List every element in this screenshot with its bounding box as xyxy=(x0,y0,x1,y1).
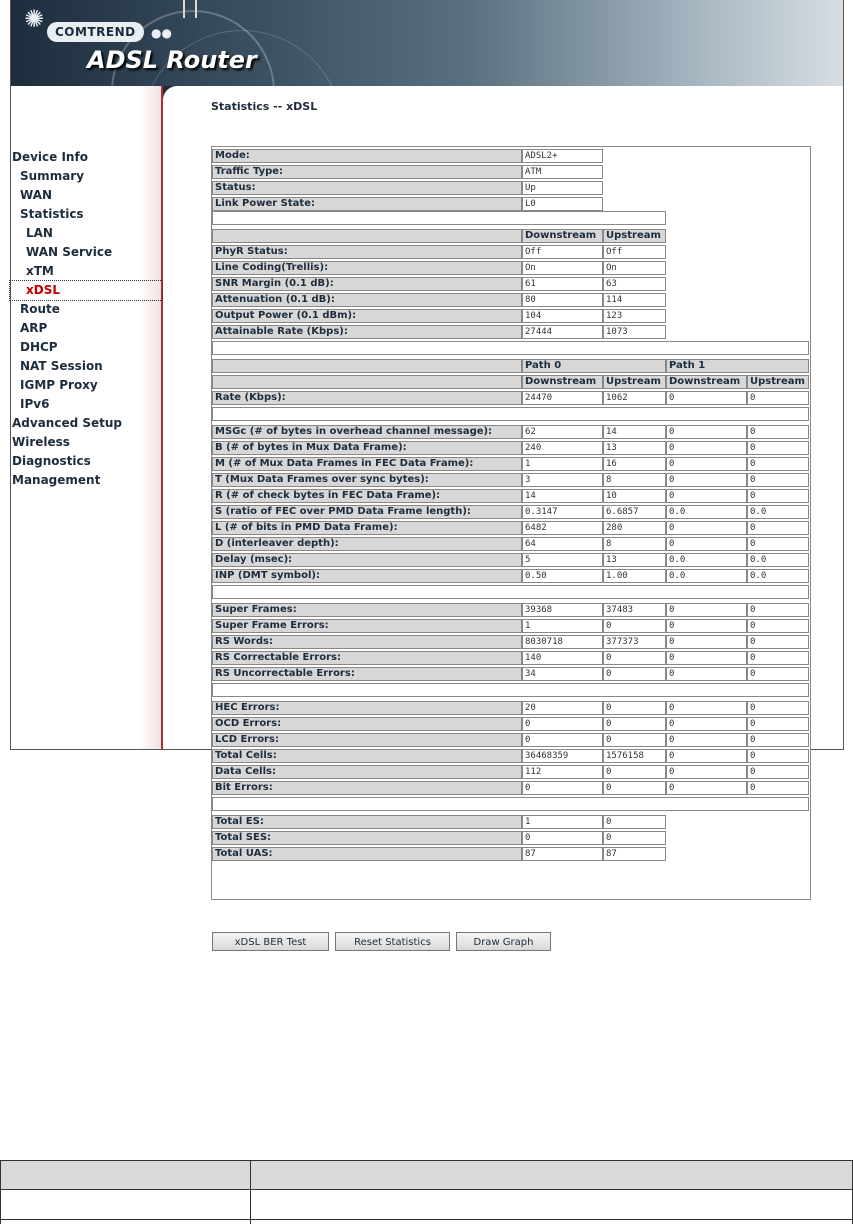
stat-label: M (# of Mux Data Frames in FEC Data Frame): xyxy=(212,457,522,471)
upstream-header: Upstream xyxy=(747,375,809,389)
upstream-value: 114 xyxy=(603,293,666,307)
stat-value: 0 xyxy=(603,667,666,681)
stat-value: 0 xyxy=(747,425,809,439)
comtrend-logo-icon: ✺ xyxy=(23,5,45,33)
stat-label: Mode: xyxy=(212,149,522,163)
downstream-value: 27444 xyxy=(522,325,603,339)
stat-value: 0 xyxy=(522,781,603,795)
stat-label: Traffic Type: xyxy=(212,165,522,179)
stat-value: 377373 xyxy=(603,635,666,649)
stat-label: Bit Errors: xyxy=(212,781,522,795)
stat-value: 0 xyxy=(747,489,809,503)
stat-value: 0 xyxy=(522,733,603,747)
sidebar-item-dhcp[interactable]: DHCP xyxy=(20,340,58,354)
stat-value: 14 xyxy=(522,489,603,503)
downstream-header: Downstream xyxy=(666,375,747,389)
sidebar-item-diagnostics[interactable]: Diagnostics xyxy=(12,454,91,468)
upstream-value: Off xyxy=(603,245,666,259)
stat-value: 24470 xyxy=(522,391,603,405)
stat-value: 1062 xyxy=(603,391,666,405)
description-cell xyxy=(1,1220,251,1224)
stat-value: 0 xyxy=(747,701,809,715)
stat-label: Delay (msec): xyxy=(212,553,522,567)
header-blank-cell xyxy=(212,375,522,389)
sidebar-item-ipv6[interactable]: IPv6 xyxy=(20,397,50,411)
sidebar-item-xtm[interactable]: xTM xyxy=(26,264,54,278)
stat-value: 0.0 xyxy=(747,553,809,567)
stat-value: 0 xyxy=(603,651,666,665)
stat-label: T (Mux Data Frames over sync bytes): xyxy=(212,473,522,487)
sidebar-item-igmp-proxy[interactable]: IGMP Proxy xyxy=(20,378,98,392)
stat-label: INP (DMT symbol): xyxy=(212,569,522,583)
stat-label: Link Power State: xyxy=(212,197,522,211)
header-blank-cell xyxy=(212,229,522,243)
sidebar-item-nat-session[interactable]: NAT Session xyxy=(20,359,103,373)
stat-label: HEC Errors: xyxy=(212,701,522,715)
downstream-header: Downstream xyxy=(522,229,603,243)
stat-label: Total ES: xyxy=(212,815,522,829)
sidebar-item-summary[interactable]: Summary xyxy=(20,169,85,183)
stat-value: 0 xyxy=(747,781,809,795)
stat-value: 5 xyxy=(522,553,603,567)
stat-value: 0 xyxy=(747,457,809,471)
stat-value: 0 xyxy=(747,765,809,779)
sidebar-item-xdsl[interactable]: xDSL xyxy=(10,281,162,300)
stat-value: 0 xyxy=(747,537,809,551)
stat-label: OCD Errors: xyxy=(212,717,522,731)
separator-cell xyxy=(212,211,666,225)
stat-value: 0 xyxy=(747,749,809,763)
separator-cell xyxy=(212,797,809,811)
stat-value: 0 xyxy=(522,717,603,731)
stat-value: 64 xyxy=(522,537,603,551)
stat-value: 39368 xyxy=(522,603,603,617)
stat-value: 0 xyxy=(666,635,747,649)
upstream-header: Upstream xyxy=(603,229,666,243)
stat-value: 0 xyxy=(666,717,747,731)
stat-value: 13 xyxy=(603,553,666,567)
separator-cell xyxy=(212,341,809,355)
sidebar-item-advanced-setup[interactable]: Advanced Setup xyxy=(12,416,123,430)
stat-value: 62 xyxy=(522,425,603,439)
product-name: ADSL Router xyxy=(87,46,257,74)
stat-value: 0 xyxy=(666,701,747,715)
stat-value: 0 xyxy=(603,765,666,779)
header-banner xyxy=(11,0,843,86)
xdsl-ber-test-button[interactable]: xDSL BER Test xyxy=(212,932,329,951)
reset-statistics-button[interactable]: Reset Statistics xyxy=(335,932,450,951)
sidebar-item-arp[interactable]: ARP xyxy=(20,321,48,335)
stat-value: 0 xyxy=(603,781,666,795)
stat-label: SNR Margin (0.1 dB): xyxy=(212,277,522,291)
stat-value: ATM xyxy=(522,165,603,179)
stat-label: Rate (Kbps): xyxy=(212,391,522,405)
page-title: Statistics -- xDSL xyxy=(211,100,318,113)
stat-label: L (# of bits in PMD Data Frame): xyxy=(212,521,522,535)
xdsl-statistics-table xyxy=(211,146,811,900)
stat-label: D (interleaver depth): xyxy=(212,537,522,551)
stat-value: 1576158 xyxy=(603,749,666,763)
stat-value: 0.0 xyxy=(666,569,747,583)
upstream-value: 0 xyxy=(603,831,666,845)
stat-value: 0 xyxy=(666,457,747,471)
stat-value: 0.3147 xyxy=(522,505,603,519)
stat-value: Up xyxy=(522,181,603,195)
stat-value: 0 xyxy=(666,489,747,503)
upstream-value: 0 xyxy=(603,815,666,829)
stat-value: 0 xyxy=(747,717,809,731)
stat-value: 280 xyxy=(603,521,666,535)
stat-label: RS Correctable Errors: xyxy=(212,651,522,665)
stat-value: 240 xyxy=(522,441,603,455)
upstream-value: 1073 xyxy=(603,325,666,339)
description-header-cell xyxy=(1,1161,251,1189)
stat-label: Total Cells: xyxy=(212,749,522,763)
stat-value: 1 xyxy=(522,619,603,633)
stat-value: 3 xyxy=(522,473,603,487)
draw-graph-button[interactable]: Draw Graph xyxy=(456,932,551,951)
upstream-header: Upstream xyxy=(603,375,666,389)
stat-value: 14 xyxy=(603,425,666,439)
stat-label: Total SES: xyxy=(212,831,522,845)
downstream-value: On xyxy=(522,261,603,275)
stat-value: 0.0 xyxy=(666,505,747,519)
description-row xyxy=(0,1220,853,1224)
stat-label: PhyR Status: xyxy=(212,245,522,259)
stat-label: Line Coding(Trellis): xyxy=(212,261,522,275)
downstream-value: 0 xyxy=(522,831,603,845)
path1-header: Path 1 xyxy=(666,359,809,373)
stat-value: 0 xyxy=(666,441,747,455)
sidebar-item-management[interactable]: Management xyxy=(12,473,101,487)
stat-value: 0 xyxy=(666,425,747,439)
stat-value: 0 xyxy=(666,781,747,795)
stat-value: 0 xyxy=(747,441,809,455)
stat-value: 0 xyxy=(747,603,809,617)
stat-value: 0.0 xyxy=(747,569,809,583)
stat-value: 0 xyxy=(747,391,809,405)
stat-value: 37483 xyxy=(603,603,666,617)
stat-value: 0 xyxy=(747,667,809,681)
stat-value: 6482 xyxy=(522,521,603,535)
sidebar-item-lan[interactable]: LAN xyxy=(26,226,53,240)
downstream-header: Downstream xyxy=(522,375,603,389)
description-header-row xyxy=(0,1160,853,1190)
stat-value: 0 xyxy=(666,603,747,617)
brand-logo: COMTREND xyxy=(47,22,144,42)
logo-dots-icon: ●● xyxy=(151,26,172,40)
stat-value: 0 xyxy=(747,521,809,535)
upstream-value: 87 xyxy=(603,847,666,861)
stat-value: 0 xyxy=(603,717,666,731)
stat-value: 0 xyxy=(747,473,809,487)
downstream-value: 87 xyxy=(522,847,603,861)
sidebar-item-device-info[interactable]: Device Info xyxy=(12,150,88,164)
stat-value: 0 xyxy=(603,619,666,633)
separator-cell xyxy=(212,585,809,599)
stat-value: 0 xyxy=(666,667,747,681)
upstream-value: 63 xyxy=(603,277,666,291)
stat-label: B (# of bytes in Mux Data Frame): xyxy=(212,441,522,455)
sidebar-item-wan-service[interactable]: WAN Service xyxy=(26,245,113,259)
description-cell xyxy=(1,1190,251,1219)
stat-value: 8 xyxy=(603,473,666,487)
stat-value: 0 xyxy=(747,733,809,747)
stat-value: L0 xyxy=(522,197,603,211)
stat-label: S (ratio of FEC over PMD Data Frame length): xyxy=(212,505,522,519)
stat-value: 0 xyxy=(603,701,666,715)
stat-label: R (# of check bytes in FEC Data Frame): xyxy=(212,489,522,503)
stat-label: Data Cells: xyxy=(212,765,522,779)
separator-cell xyxy=(212,683,809,697)
stat-value: 10 xyxy=(603,489,666,503)
sidebar-item-wan[interactable]: WAN xyxy=(20,188,53,202)
downstream-value: 104 xyxy=(522,309,603,323)
downstream-value: 80 xyxy=(522,293,603,307)
stat-label: Total UAS: xyxy=(212,847,522,861)
stat-value: 0 xyxy=(666,537,747,551)
stat-value: 0 xyxy=(666,765,747,779)
upstream-value: On xyxy=(603,261,666,275)
separator-cell xyxy=(212,407,809,421)
stat-value: 0 xyxy=(666,749,747,763)
stat-label: Status: xyxy=(212,181,522,195)
stat-label: RS Uncorrectable Errors: xyxy=(212,667,522,681)
stat-value: 36468359 xyxy=(522,749,603,763)
stat-value: 112 xyxy=(522,765,603,779)
stat-value: 6.6857 xyxy=(603,505,666,519)
stat-value: 0 xyxy=(666,651,747,665)
sidebar-nav xyxy=(12,148,162,490)
stat-value: 0 xyxy=(747,635,809,649)
stat-label: LCD Errors: xyxy=(212,733,522,747)
stat-value: 0 xyxy=(747,651,809,665)
stat-value: 8 xyxy=(603,537,666,551)
stat-value: 0.0 xyxy=(666,553,747,567)
stat-value: 20 xyxy=(522,701,603,715)
path0-header: Path 0 xyxy=(522,359,666,373)
sidebar-item-route[interactable]: Route xyxy=(20,302,60,316)
stat-value: 34 xyxy=(522,667,603,681)
stat-value: 13 xyxy=(603,441,666,455)
stat-label: Attainable Rate (Kbps): xyxy=(212,325,522,339)
stat-label: Attenuation (0.1 dB): xyxy=(212,293,522,307)
stat-value: 0 xyxy=(666,521,747,535)
stat-value: 0 xyxy=(666,733,747,747)
stat-value: 0 xyxy=(666,619,747,633)
stat-label: Output Power (0.1 dBm): xyxy=(212,309,522,323)
stat-value: ADSL2+ xyxy=(522,149,603,163)
stat-value: 0 xyxy=(747,619,809,633)
stat-value: 1 xyxy=(522,457,603,471)
stat-value: 0 xyxy=(603,733,666,747)
sidebar-item-wireless[interactable]: Wireless xyxy=(12,435,70,449)
downstream-value: 61 xyxy=(522,277,603,291)
sidebar-item-statistics[interactable]: Statistics xyxy=(20,207,84,221)
stat-value: 8030718 xyxy=(522,635,603,649)
stat-label: Super Frame Errors: xyxy=(212,619,522,633)
stat-value: 16 xyxy=(603,457,666,471)
stat-label: Super Frames: xyxy=(212,603,522,617)
downstream-value: 1 xyxy=(522,815,603,829)
stat-value: 1.00 xyxy=(603,569,666,583)
stat-value: 0.0 xyxy=(747,505,809,519)
stat-value: 140 xyxy=(522,651,603,665)
stat-value: 0.50 xyxy=(522,569,603,583)
description-row xyxy=(0,1190,853,1220)
stat-label: MSGc (# of bytes in overhead channel message): xyxy=(212,425,522,439)
banner-antenna xyxy=(183,0,197,18)
stat-label: RS Words: xyxy=(212,635,522,649)
stat-value: 0 xyxy=(666,391,747,405)
upstream-value: 123 xyxy=(603,309,666,323)
stat-value: 0 xyxy=(666,473,747,487)
downstream-value: Off xyxy=(522,245,603,259)
header-blank-cell xyxy=(212,359,522,373)
